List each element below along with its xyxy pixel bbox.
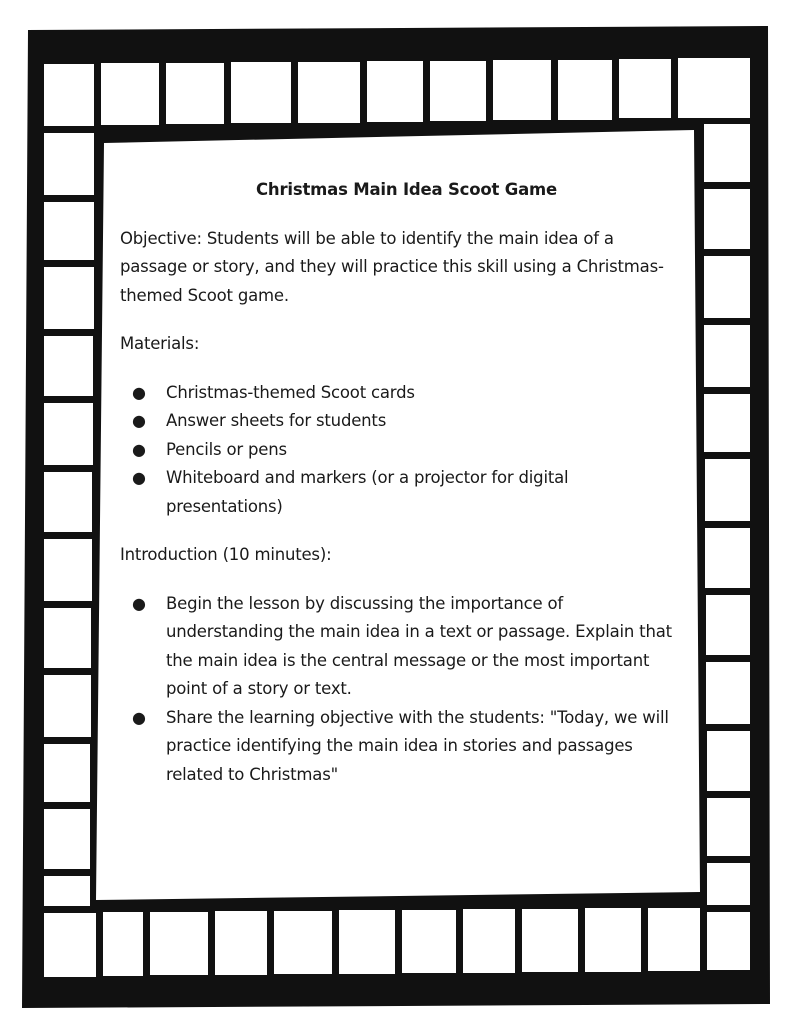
- bullet-dot-icon: ●: [132, 382, 146, 402]
- list-item-text: Answer sheets for students: [166, 411, 387, 430]
- bullet-dot-icon: ●: [132, 468, 146, 487]
- list-item: [120, 379, 685, 408]
- lesson-plan-content: [120, 172, 685, 809]
- list-item: [120, 590, 685, 704]
- list-item: [120, 464, 685, 521]
- document-title: Christmas Main Idea Scoot Game: [256, 180, 557, 199]
- bullet-dot-icon: ●: [132, 593, 146, 613]
- objective-paragraph: Objective: Students will be able to identify the main idea of a passage or story, and they will practice this skill using a Christmas-themed Scoot game.: [120, 228, 664, 305]
- list-item: [120, 436, 685, 465]
- materials-heading: Materials:: [120, 334, 200, 353]
- list-item-text: Whiteboard and markers (or a projector for digital presentations): [166, 468, 569, 516]
- list-item: [120, 407, 685, 436]
- materials-list: [120, 379, 685, 522]
- bullet-dot-icon: ●: [132, 411, 146, 430]
- list-item-text: Christmas-themed Scoot cards: [166, 382, 415, 402]
- list-item: [120, 704, 685, 790]
- introduction-heading: Introduction (10 minutes):: [120, 545, 332, 564]
- list-item-text: Share the learning objective with the students: "Today, we will practice identifying the main idea in stories and passages related to Christmas": [166, 707, 669, 784]
- introduction-list: [120, 590, 685, 790]
- list-item-text: Pencils or pens: [166, 439, 287, 459]
- list-item-text: Begin the lesson by discussing the importance of understanding the main idea in a text or passage. Explain that the main idea is the central message or the most important point of a story or text.: [166, 593, 672, 698]
- bullet-dot-icon: ●: [132, 439, 146, 459]
- bullet-dot-icon: ●: [132, 707, 146, 727]
